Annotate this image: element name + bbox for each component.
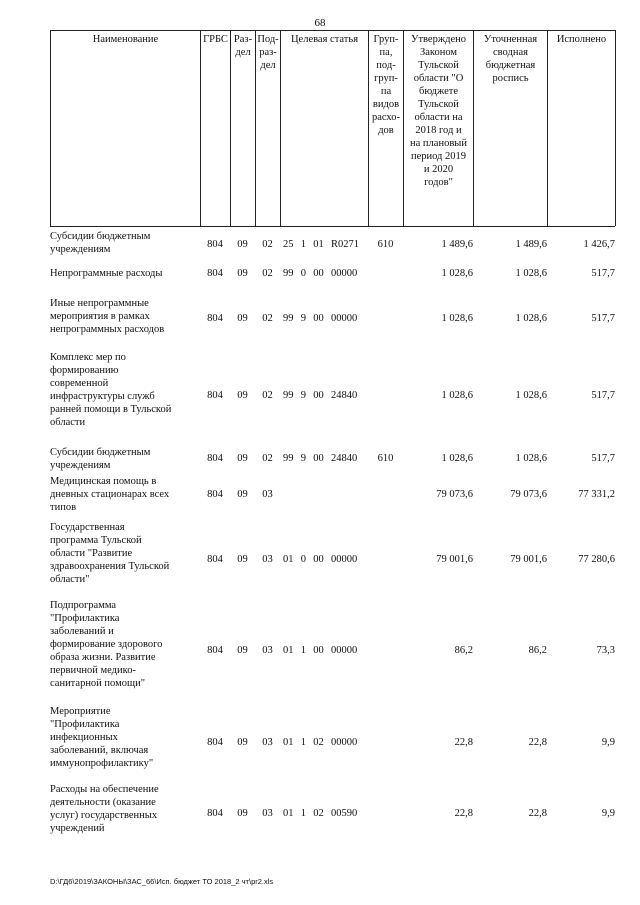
row-target-article: 99 9 00 00000	[283, 313, 358, 324]
row-podrazdel: 03	[262, 645, 273, 656]
row-podrazdel: 03	[262, 489, 273, 500]
row-target-article: 99 9 00 24840	[283, 390, 358, 401]
row-executed: 517,7	[591, 313, 615, 324]
row-executed: 1 426,7	[583, 239, 615, 250]
row-grbs: 804	[207, 489, 223, 500]
table-header	[0, 0, 640, 230]
row-target-article: 01 0 00 00000	[283, 554, 358, 565]
row-executed: 77 331,2	[578, 489, 615, 500]
row-executed: 73,3	[596, 645, 615, 656]
row-executed: 9,9	[601, 737, 615, 748]
row-podrazdel: 03	[262, 737, 273, 748]
row-executed: 9,9	[601, 808, 615, 819]
row-approved: 79 001,6	[436, 554, 473, 565]
row-target-article: 99 0 00 00000	[283, 268, 358, 279]
row-approved: 1 028,6	[441, 268, 473, 279]
row-name: Иные непрограммные мероприятия в рамках непрограммных расходов	[50, 298, 165, 335]
header-podrazdel: Под- раз- дел	[257, 34, 279, 71]
row-name: Субсидии бюджетным учреждениям	[50, 447, 151, 471]
row-grbs: 804	[207, 737, 223, 748]
row-razdel: 09	[237, 737, 248, 748]
row-podrazdel: 02	[262, 453, 273, 464]
row-target-article: 01 1 00 00000	[283, 645, 358, 656]
row-specified: 22,8	[528, 808, 547, 819]
header-executed: Исполнено	[556, 34, 607, 45]
row-grbs: 804	[207, 239, 223, 250]
row-podrazdel: 03	[262, 554, 273, 565]
footer-file-path: D:\ГД6\2019\ЗАКОНЫ\ЗАС_66\Исп. бюджет ТО 2018_2 чт\pr2.xls	[50, 877, 274, 886]
row-executed: 77 280,6	[578, 554, 615, 565]
row-grbs: 804	[207, 453, 223, 464]
header-name: Наименование	[92, 34, 159, 45]
row-name: Государственная программа Тульской области "Развитие здравоохранения Тульской области"	[50, 522, 170, 585]
row-approved: 22,8	[454, 737, 473, 748]
row-expense-type: 610	[377, 239, 394, 250]
row-target-article: 99 9 00 24840	[283, 453, 358, 464]
header-groups: Груп- па, под- груп- па видов расхо- дов	[371, 34, 401, 136]
row-name: Субсидии бюджетным учреждениям	[50, 231, 151, 255]
row-specified: 86,2	[528, 645, 547, 656]
row-specified: 1 028,6	[515, 453, 547, 464]
row-approved: 1 028,6	[441, 453, 473, 464]
row-target-article: 25 1 01 R0271	[283, 239, 360, 250]
row-razdel: 09	[237, 313, 248, 324]
row-razdel: 09	[237, 554, 248, 565]
row-approved: 79 073,6	[436, 489, 473, 500]
page-number: 68	[314, 17, 326, 29]
row-approved: 1 489,6	[441, 239, 473, 250]
row-razdel: 09	[237, 239, 248, 250]
row-specified: 1 028,6	[515, 313, 547, 324]
header-razdel: Раз- дел	[233, 34, 253, 58]
row-razdel: 09	[237, 808, 248, 819]
row-name: Мероприятие "Профилактика инфекционных заболеваний, включая иммунопрофилактику"	[50, 706, 154, 769]
row-grbs: 804	[207, 554, 223, 565]
row-grbs: 804	[207, 313, 223, 324]
row-approved: 1 028,6	[441, 390, 473, 401]
row-name: Медицинская помощь в дневных стационарах всех типов	[50, 476, 170, 513]
row-name: Расходы на обеспечение деятельности (оказание услуг) государственных учреждений	[50, 784, 159, 834]
row-target-article: 01 1 02 00000	[283, 737, 358, 748]
header-grbs: ГРБС	[203, 34, 228, 45]
row-podrazdel: 02	[262, 313, 273, 324]
row-approved: 86,2	[454, 645, 473, 656]
header-approved: Утверждено Законом Тульской области "О бюджете Тульской области на 2018 год и на плановый период 2019 и 2020 годов"	[410, 34, 467, 188]
row-razdel: 09	[237, 645, 248, 656]
row-specified: 22,8	[528, 737, 547, 748]
row-razdel: 09	[237, 268, 248, 279]
row-podrazdel: 03	[262, 808, 273, 819]
row-expense-type: 610	[377, 453, 394, 464]
row-specified: 1 028,6	[515, 390, 547, 401]
row-specified: 79 001,6	[510, 554, 547, 565]
row-executed: 517,7	[591, 453, 615, 464]
row-grbs: 804	[207, 268, 223, 279]
row-grbs: 804	[207, 390, 223, 401]
header-target-article: Целевая статья	[290, 34, 359, 45]
row-target-article: 01 1 02 00590	[283, 808, 358, 819]
row-name: Непрограммные расходы	[50, 268, 163, 279]
row-name: Комплекс мер по формированию современной инфраструктуры служб ранней помощи в Тульской области	[50, 352, 172, 428]
row-grbs: 804	[207, 808, 223, 819]
row-specified: 79 073,6	[510, 489, 547, 500]
row-approved: 22,8	[454, 808, 473, 819]
row-podrazdel: 02	[262, 268, 273, 279]
row-razdel: 09	[237, 489, 248, 500]
row-podrazdel: 02	[262, 390, 273, 401]
row-specified: 1 028,6	[515, 268, 547, 279]
row-razdel: 09	[237, 390, 248, 401]
row-executed: 517,7	[591, 268, 615, 279]
row-razdel: 09	[237, 453, 248, 464]
row-podrazdel: 02	[262, 239, 273, 250]
row-name: Подпрограмма "Профилактика заболеваний и формирование здорового образа жизни. Развитие первичной медико- санитарной помощи"	[50, 600, 163, 689]
row-specified: 1 489,6	[515, 239, 547, 250]
row-executed: 517,7	[591, 390, 615, 401]
header-specified: Уточненная сводная бюджетная роспись	[483, 34, 538, 84]
row-grbs: 804	[207, 645, 223, 656]
row-approved: 1 028,6	[441, 313, 473, 324]
